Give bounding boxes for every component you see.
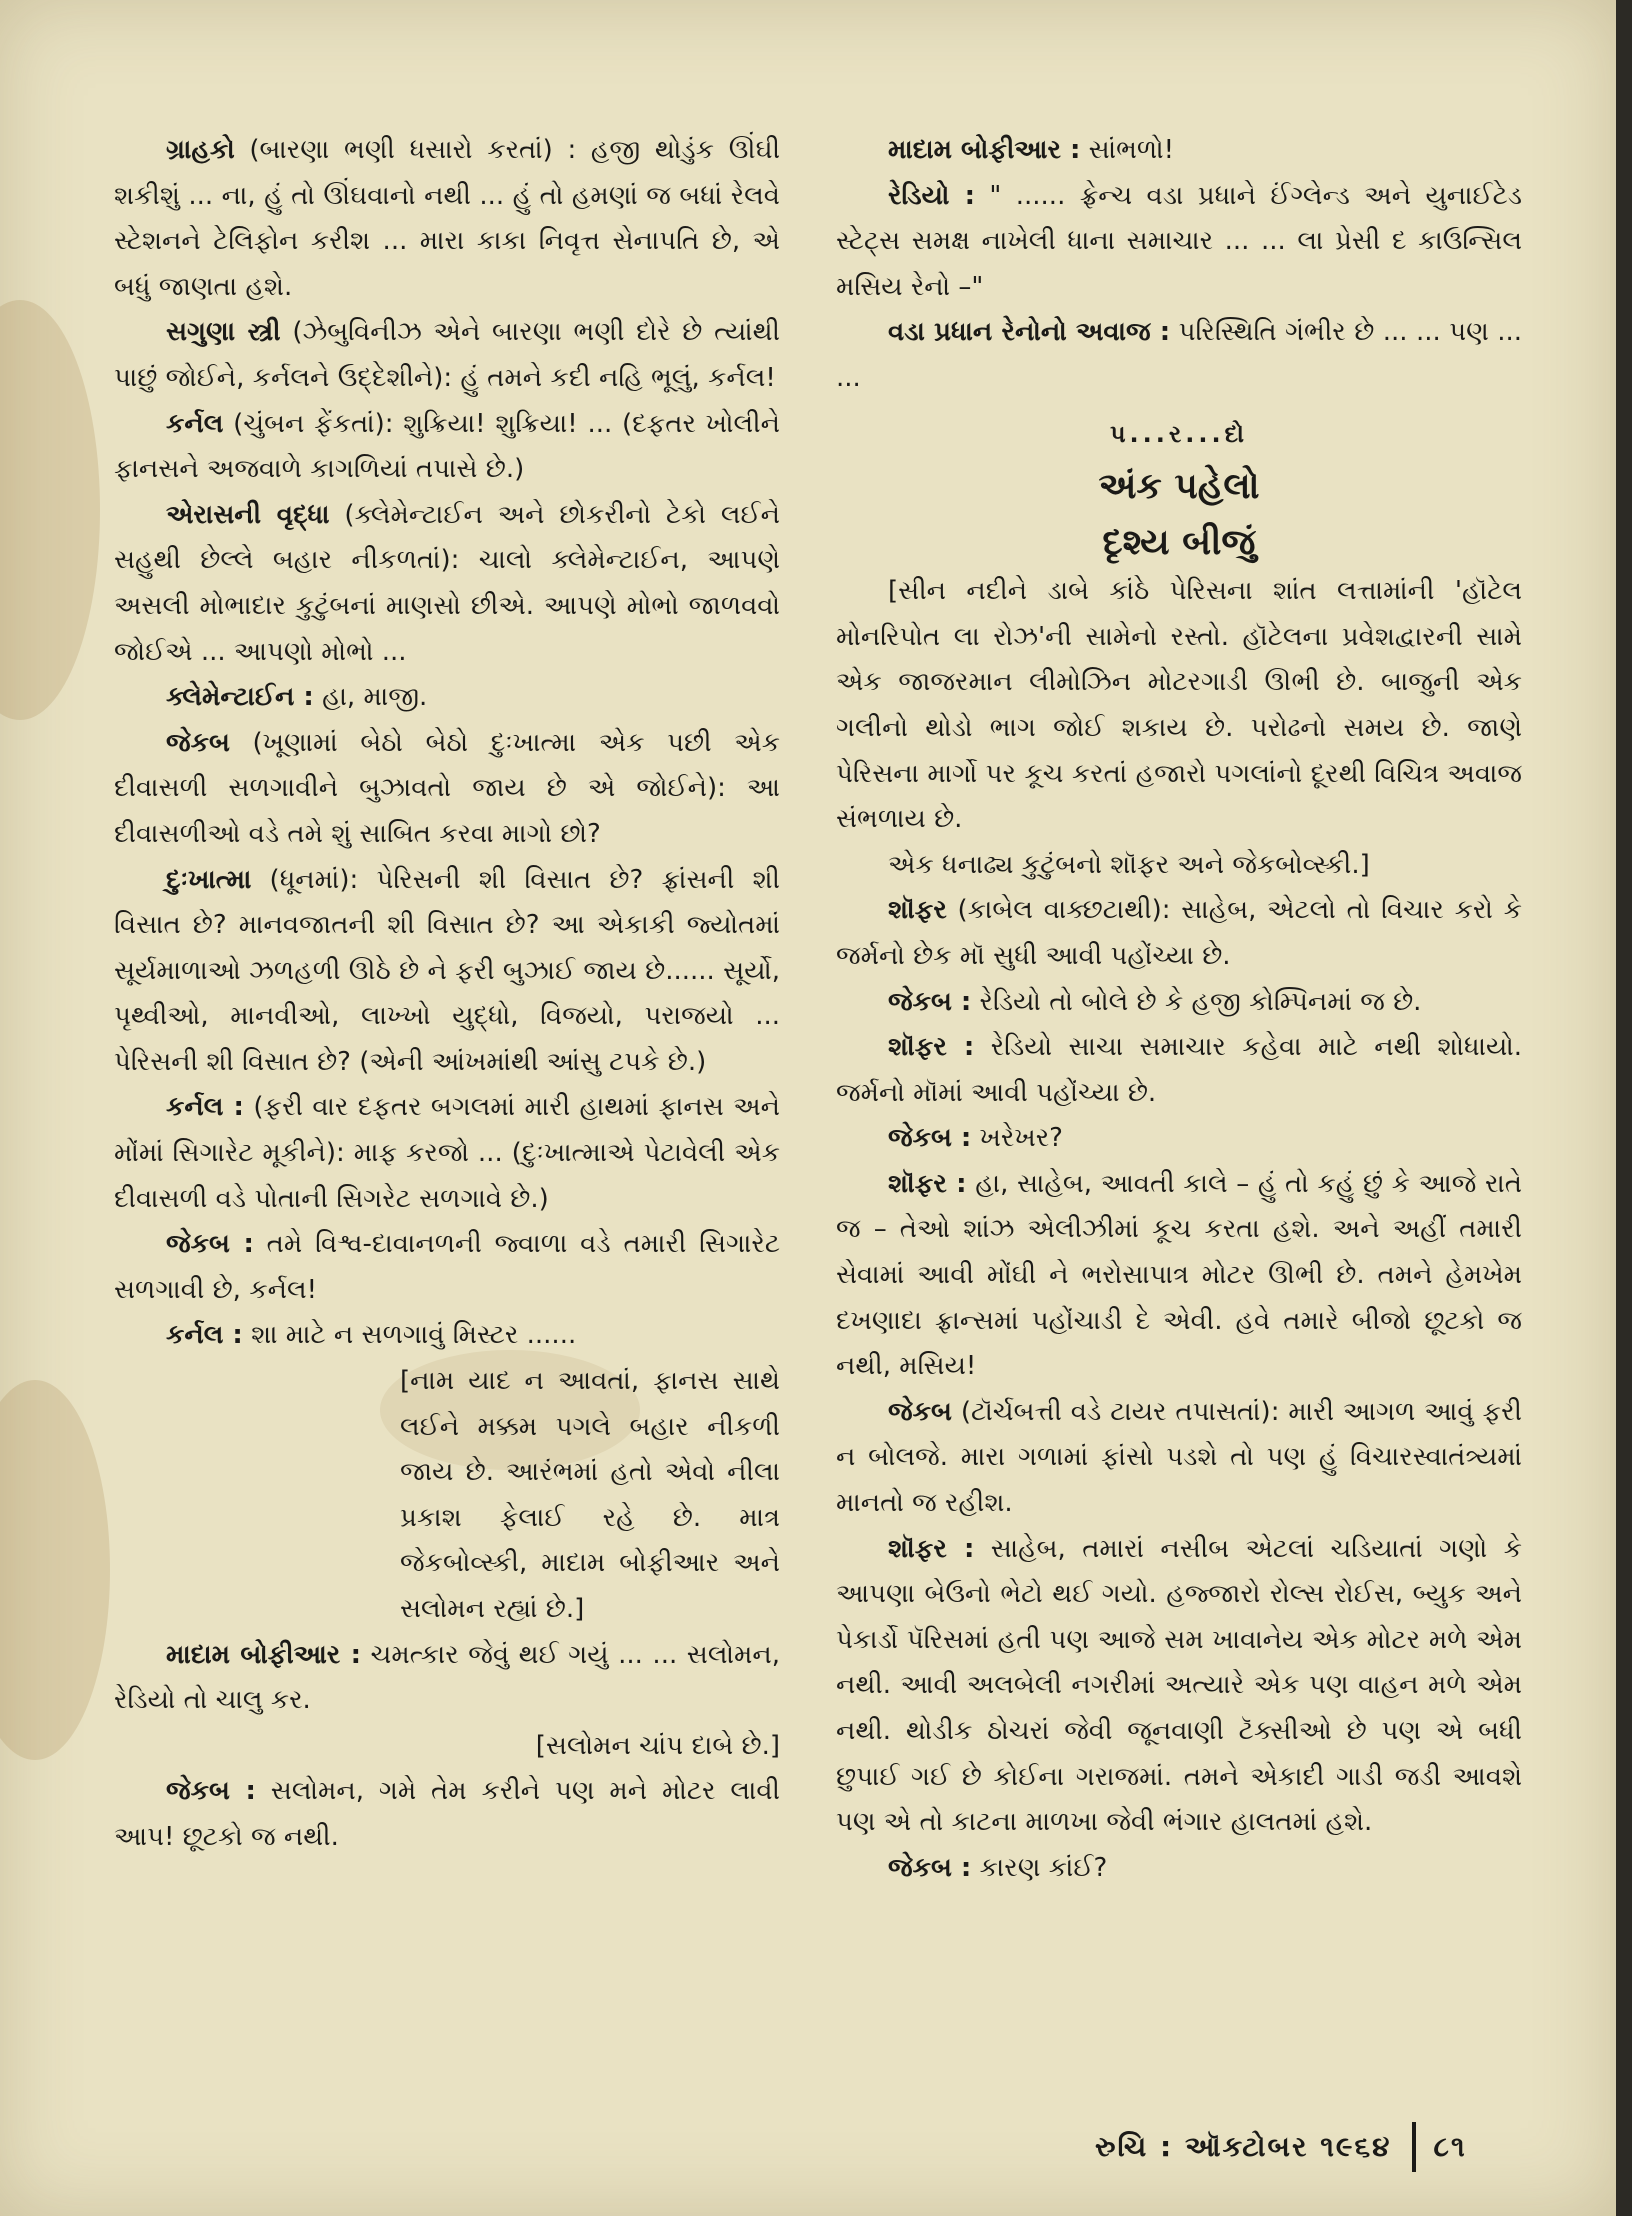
dialogue-paragraph	[114, 493, 780, 675]
scene-heading: દૃશ્ય બીજું	[1102, 522, 1256, 564]
dialogue-text: (ક્લેમેન્ટાઈન અને છોકરીનો ટેકો લઈને સહુથી છેલ્લે બહાર નીકળતાં): ચાલો ક્લેમેન્ટાઈન, આપણે અસલી મોભાદાર કુટુંબનાં માણસો છીએ. આપણે મોભો જાળવવો જોઈએ ... આપણો મોભો ...	[114, 499, 780, 667]
speaker-name: કર્નલ :	[166, 1320, 243, 1351]
dialogue-text: (ઝેબુવિનીઝ એને બારણા ભણી દોરે છે ત્યાંથી પાછું જોઈને, કર્નલને ઉદ્દેશીને): હું તમને કદી નહિ ભૂલું, કર્નલ!	[114, 317, 780, 393]
speaker-name: શૉફર :	[888, 1168, 967, 1199]
speaker-name: એરાસની વૃદ્ધા	[166, 499, 330, 530]
paper-stain	[0, 300, 100, 720]
stage-direction: [સલોમન ચાંપ દાબે છે.]	[535, 1730, 780, 1761]
dialogue-text: (કાબેલ વાક્છટાથી): સાહેબ, એટલો તો વિચાર કરો કે જર્મનો છેક મૉ સુધી આવી પહોંચ્યા છે.	[836, 895, 1522, 971]
dialogue-paragraph	[114, 128, 780, 310]
right-column	[836, 128, 1522, 1891]
speaker-name: શૉફર :	[888, 1032, 975, 1063]
dialogue-text: (ચુંબન ફેંકતાં): શુક્રિયા! શુક્રિયા! ... (દફતર ખોલીને ફાનસને અજવાળે કાગળિયાં તપાસે છે.)	[114, 408, 780, 485]
dialogue-paragraph	[114, 1222, 780, 1313]
dialogue-text: શા માટે ન સળગાવું મિસ્ટર ......	[242, 1320, 577, 1351]
speaker-name: માદામ બોફીઆર :	[166, 1639, 361, 1670]
dialogue-paragraph	[114, 1085, 780, 1222]
dialogue-text: (ધૂનમાં): પેરિસની શી વિસાત છે? ફ્રાંસની શી વિસાત છે? માનવજાતની શી વિસાત છે? આ એકાકી જ્યોતમાં સૂર્યમાળાઓ ઝળહળી ઊઠે છે ને ફરી બુઝાઈ જાય છે...... સૂર્યો, પૃથ્વીઓ, માનવીઓ, લાખ્ખો યુદ્ધો, વિજયો, પરાજયો ... પેરિસની શી વિસાત છે? (એની આંખમાંથી આંસુ ટપકે છે.)	[114, 864, 780, 1077]
dialogue-paragraph	[114, 1633, 780, 1724]
paper-stain	[0, 1380, 110, 1760]
dialogue-paragraph	[114, 402, 780, 493]
dialogue-paragraph	[114, 1313, 780, 1359]
speaker-name: જેકબ :	[888, 1852, 972, 1883]
dialogue-text: સાંભળો!	[1080, 135, 1175, 165]
dialogue-text: રેડિયો તો બોલે છે કે હજી કોમ્પિનમાં જ છે.	[971, 986, 1422, 1017]
page-footer	[1095, 2122, 1467, 2172]
speaker-name: કર્નલ	[166, 408, 224, 439]
speaker-name: વડા પ્રધાન રેનોનો અવાજ :	[888, 317, 1171, 348]
dialogue-text: કારણ કાંઈ?	[971, 1852, 1108, 1883]
dialogue-paragraph	[836, 174, 1522, 311]
dialogue-text: હા, માજી.	[313, 682, 428, 713]
dialogue-paragraph	[836, 1116, 1522, 1162]
dialogue-paragraph	[836, 1390, 1522, 1527]
dialogue-text: સાહેબ, તમારાં નસીબ એટલાં ચડિયાતાં ગણો કે આપણા બેઉનો ભેટો થઈ ગયો. હજ્જારો રોલ્સ રોઈસ, બ્યુક અને પેકાર્ડો પૅરિસમાં હતી પણ આજે સમ ખાવાનેય એક મોટર મળે એમ નથી. આવી અલબેલી નગરીમાં અત્યારે એક પણ વાહન મળે એમ નથી. થોડીક ઠોચરાં જેવી જૂનવાણી ટૅક્સીઓ છે પણ એ બધી છુપાઈ ગઈ છે કોઈના ગરાજમાં. તમને એકાદી ગાડી જડી આવશે પણ એ તો કાટના માળખા જેવી ભંગાર હાલતમાં હશે.	[836, 1533, 1522, 1838]
dialogue-paragraph	[836, 310, 1522, 401]
speaker-name: સગુણા સ્ત્રી	[166, 317, 281, 348]
speaker-name: ગ્રાહકો	[166, 135, 235, 165]
stage-direction: [નામ યાદ ન આવતાં, ફાનસ સાથે લઈને મક્કમ પગલે બહાર નીકળી જાય છે. આરંભમાં હતો એવો નીલા પ્રકાશ ફેલાઈ રહે છે. માત્ર જેકબોવ્સ્કી, માદામ બોફીઆર અને સલોમન રહ્યાં છે.]	[400, 1366, 780, 1624]
dialogue-paragraph	[114, 858, 780, 1086]
speaker-name: શૉફર :	[888, 1533, 975, 1564]
dialogue-paragraph	[836, 888, 1522, 979]
act-heading: અંક પહેલો	[1098, 466, 1260, 508]
page-number: ૮૧	[1433, 2130, 1467, 2163]
curtain-mark: પ...ર...દો	[1109, 419, 1249, 448]
dialogue-text: તમે વિશ્વ-દાવાનળની જ્વાળા વડે તમારી સિગારેટ સળગાવી છે, કર્નલ!	[114, 1229, 781, 1305]
speaker-name: ક્લેમેન્ટાઈન :	[166, 682, 314, 713]
speaker-name: જેકબ :	[888, 986, 972, 1017]
speaker-name: માદામ બોફીઆર :	[888, 135, 1081, 165]
speaker-name: રેડિયો :	[888, 180, 975, 211]
dialogue-text: (ખૂણામાં બેઠો બેઠો દુઃખાત્મા એક પછી એક દીવાસળી સળગાવીને બુઝાવતો જાય છે એ જોઈને): આ દીવાસળીઓ વડે તમે શું સાબિત કરવા માગો છો?	[114, 727, 780, 849]
stage-direction: [સીન નદીને ડાબે કાંઠે પેરિસના શાંત લત્તામાંની 'હૉટેલ મોનરિપોત લા રોઝ'ની સામેનો રસ્તો. હૉટેલના પ્રવેશદ્વારની સામે એક જાજરમાન લીમોઝિન મોટરગાડી ઊભી છે. બાજુની એક ગલીનો થોડો ભાગ જોઈ શકાય છે. પરોઢનો સમય છે. જાણે પેરિસના માર્ગો પર કૂચ કરતાં હજારો પગલાંનો દૂરથી વિચિત્ર અવાજ સંભળાય છે.	[836, 576, 1522, 835]
dialogue-text: પરિસ્થિતિ ગંભીર છે ... ... પણ ... ...	[836, 317, 1523, 393]
dialogue-text: (બારણા ભણી ધસારો કરતાં) : હજી થોડુંક ઊંઘી શકીશું ... ના, હું તો ઊંઘવાનો નથી ... હું તો હમણાં જ બધાં રેલવે સ્ટેશનને ટેલિફોન કરીશ ... મારા કાકા નિવૃત્ત સેનાપતિ છે, એ બધું જાણતા હશે.	[114, 135, 780, 302]
speaker-name: જેકબ :	[888, 1123, 972, 1154]
stage-direction: એક ધનાઢ્ય કુટુંબનો શૉફર અને જેકબોવ્સ્કી.]	[888, 849, 1370, 880]
dialogue-text: " ...... ફ્રેન્ચ વડા પ્રધાને ઈંગ્લેન્ડ અને યુનાઈટેડ સ્ટેટ્સ સમક્ષ નાખેલી ધાના સમાચાર ... ... લા પ્રેસી દ કાઉન્સિલ મસિય રેનો –"	[836, 180, 1522, 302]
dialogue-paragraph	[836, 1025, 1522, 1116]
dialogue-paragraph	[836, 1846, 1522, 1892]
dialogue-paragraph	[836, 980, 1522, 1026]
dialogue-paragraph	[836, 1162, 1522, 1390]
dialogue-paragraph	[114, 721, 780, 858]
dialogue-text: સલોમન, ગમે તેમ કરીને પણ મને મોટર લાવી આપ! છૂટકો જ નથી.	[114, 1776, 780, 1852]
dialogue-paragraph	[114, 1769, 780, 1860]
dialogue-text: ચમત્કાર જેવું થઈ ગયું ... ... સલોમન, રેડિયો તો ચાલુ કર.	[114, 1639, 780, 1716]
speaker-name: જેકબ :	[166, 1229, 254, 1260]
dialogue-paragraph	[836, 1527, 1522, 1846]
dialogue-text: હા, સાહેબ, આવતી કાલે – હું તો કહું છું કે આજે રાતે જ – તેઓ શાંઝ એલીઝીમાં કૂચ કરતા હશે. અને અહીં તમારી સેવામાં આવી મોંઘી ને ભરોસાપાત્ર મોટર ઊભી છે. તમને હેમખેમ દખણાદા ફ્રાન્સમાં પહોંચાડી દે એવી. હવે તમારે બીજો છૂટકો જ નથી, મસિય!	[836, 1168, 1522, 1382]
dialogue-paragraph	[114, 310, 780, 401]
speaker-name: જેકબ	[166, 727, 230, 758]
dialogue-paragraph	[114, 675, 780, 721]
dialogue-paragraph	[836, 128, 1522, 174]
left-column	[114, 128, 780, 1861]
dialogue-text: રેડિયો સાચા સમાચાર કહેવા માટે નથી શોધાયો. જર્મનો મૉમાં આવી પહોંચ્યા છે.	[836, 1032, 1523, 1108]
speaker-name: જેકબ :	[166, 1776, 256, 1807]
speaker-name: દુઃખાત્મા	[166, 864, 252, 895]
dialogue-text: (ટૉર્ચબત્તી વડે ટાયર તપાસતાં): મારી આગળ આવું ફરી ન બોલજે. મારા ગળામાં ફાંસો પડશે તો પણ હું વિચારસ્વાતંત્ર્યમાં માનતો જ રહીશ.	[836, 1396, 1522, 1519]
dialogue-text: (ફરી વાર દફતર બગલમાં મારી હાથમાં ફાનસ અને મોંમાં સિગારેટ મૂકીને): માફ કરજો ... (દુઃખાત્માએ પેટાવેલી એક દીવાસળી વડે પોતાની સિગરેટ સળગાવે છે.)	[114, 1092, 780, 1214]
speaker-name: જેકબ	[888, 1396, 952, 1427]
speaker-name: શૉફર	[888, 895, 947, 926]
footer-divider	[1412, 2122, 1416, 2172]
speaker-name: કર્નલ :	[166, 1092, 244, 1123]
publication-line: રુચિ : ઑક્ટોબર ૧૯૬૪	[1095, 2130, 1392, 2163]
dialogue-text: ખરેખર?	[971, 1123, 1063, 1154]
